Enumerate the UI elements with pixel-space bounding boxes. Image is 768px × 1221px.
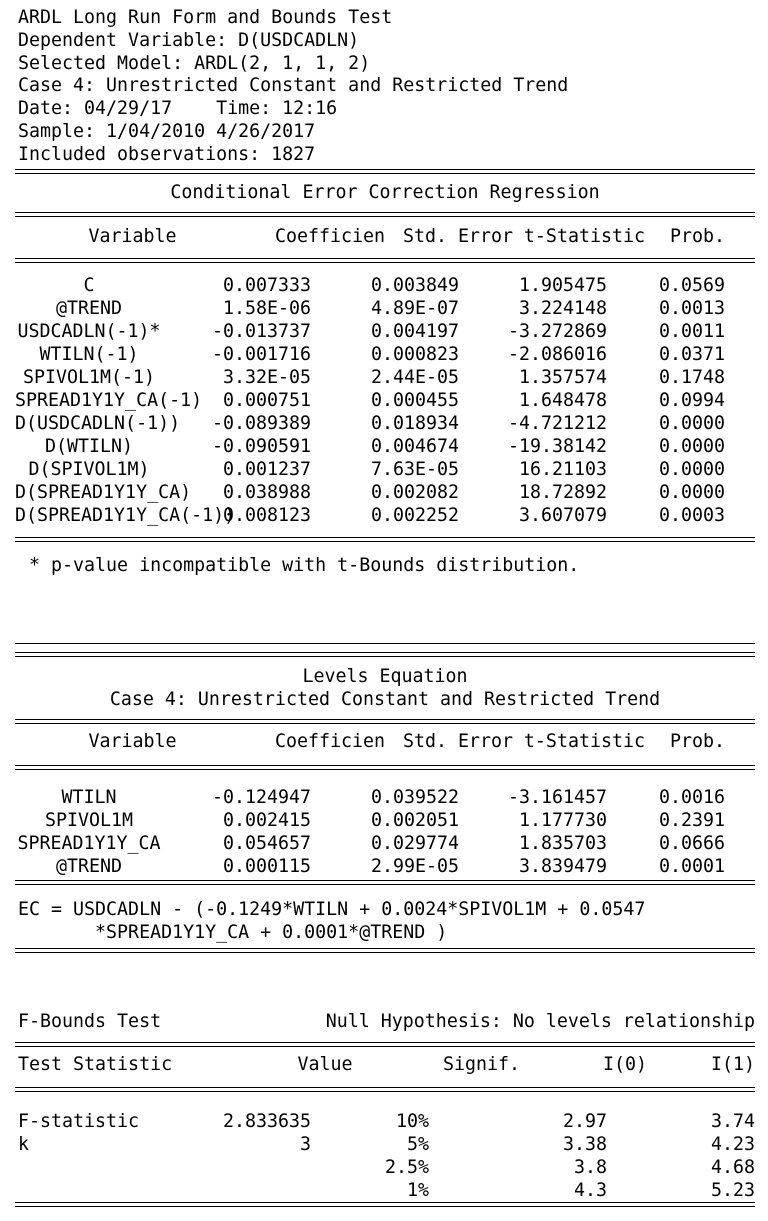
prob-cell: 0.0569 — [658, 275, 725, 297]
coefficient-cell: 0.038988 — [222, 482, 311, 504]
std-error-cell: 0.004674 — [370, 436, 459, 458]
cec-table — [15, 222, 755, 252]
variable-cell: WTILN(-1) — [39, 344, 139, 366]
value-cell — [163, 1179, 311, 1202]
std-error-cell: 0.004197 — [370, 321, 459, 343]
double-rule — [15, 169, 755, 174]
coefficient-cell: 0.000751 — [222, 390, 311, 412]
std-error-cell: 0.029774 — [370, 832, 459, 854]
prob-cell: 0.0016 — [658, 786, 725, 808]
t-statistic-cell: 18.72892 — [518, 482, 607, 504]
std-error-cell: 0.002051 — [370, 809, 459, 831]
column-header-coefficient: Coefficien — [274, 225, 385, 247]
t-statistic-cell: 3.607079 — [518, 505, 607, 527]
ec-equation-line1: EC = USDCADLN - (-0.1249*WTILN + 0.0024*SPIVOL1M + 0.0547 — [18, 898, 646, 920]
observations-line: Included observations: 1827 — [18, 143, 316, 165]
single-rule — [15, 643, 755, 644]
std-error-cell: 0.000455 — [370, 390, 459, 412]
i0-cell: 4.3 — [573, 1180, 607, 1202]
coefficient-cell: -0.090591 — [211, 436, 311, 458]
table-row — [15, 366, 755, 389]
t-statistic-cell: -19.38142 — [507, 436, 607, 458]
t-statistic-cell: 3.839479 — [518, 855, 607, 877]
i0-cell: 2.97 — [562, 1111, 607, 1133]
value-cell: 3 — [299, 1134, 311, 1156]
table-row — [15, 786, 755, 809]
table-row — [15, 435, 755, 458]
i1-cell: 3.74 — [710, 1111, 755, 1133]
variable-cell: SPIVOL1M(-1) — [22, 367, 156, 389]
cec-footnote: * p-value incompatible with t-Bounds distribution. — [18, 555, 580, 577]
i1-cell: 4.68 — [710, 1157, 755, 1179]
double-rule — [15, 719, 755, 724]
coefficient-cell: 0.002415 — [222, 809, 311, 831]
prob-cell: 0.0000 — [658, 482, 725, 504]
table-row — [15, 297, 755, 320]
signif-cell: 2.5% — [384, 1157, 429, 1179]
t-statistic-cell: 1.177730 — [518, 809, 607, 831]
levels-table-body — [15, 770, 755, 880]
column-header-std-error: Std. Error — [402, 731, 513, 753]
table-row — [15, 343, 755, 366]
header-row — [15, 728, 755, 758]
prob-cell: 0.1748 — [658, 367, 725, 389]
i0-cell: 3.8 — [573, 1157, 607, 1179]
t-statistic-cell: 3.224148 — [518, 298, 607, 320]
fbounds-table-body — [15, 1092, 755, 1202]
t-statistic-cell: 1.648478 — [518, 390, 607, 412]
value-cell — [163, 1156, 311, 1179]
report-title: ARDL Long Run Form and Bounds Test — [18, 7, 393, 28]
table-row — [15, 458, 755, 481]
prob-cell: 0.0994 — [658, 390, 725, 412]
coefficient-cell: -0.124947 — [211, 786, 311, 808]
table-row — [15, 274, 755, 297]
column-header-t-statistic: t-Statistic — [523, 225, 645, 247]
variable-cell: @TREND — [55, 855, 123, 877]
prob-cell: 0.0001 — [658, 855, 725, 877]
std-error-cell: 0.000823 — [370, 344, 459, 366]
std-error-cell: 2.99E-05 — [370, 855, 459, 877]
variable-cell: SPREAD1Y1Y_CA — [17, 832, 161, 854]
column-header-i0: I(0) — [602, 1053, 647, 1075]
fbounds-header — [15, 1011, 755, 1034]
levels-table — [15, 728, 755, 758]
i1-cell: 4.23 — [710, 1134, 755, 1156]
coefficient-cell: 0.054657 — [222, 832, 311, 854]
coefficient-cell: 0.007333 — [222, 275, 311, 297]
coefficient-cell: 0.001237 — [222, 459, 311, 481]
value-cell: 2.833635 — [222, 1111, 311, 1133]
double-rule — [15, 1042, 755, 1047]
column-header-value: Value — [297, 1053, 353, 1075]
table-row — [15, 832, 755, 855]
coefficient-cell: 3.32E-05 — [222, 367, 311, 389]
column-header-variable: Variable — [88, 731, 177, 753]
selected-model-line: Selected Model: ARDL(2, 1, 1, 2) — [18, 52, 371, 74]
table-row — [15, 1133, 755, 1156]
coefficient-cell: -0.001716 — [211, 344, 311, 366]
i1-cell: 5.23 — [710, 1180, 755, 1202]
prob-cell: 0.0666 — [658, 832, 725, 854]
variable-cell: USDCADLN(-1)* — [17, 321, 161, 343]
ec-equation-line2: *SPREAD1Y1Y_CA + 0.0001*@TREND ) — [18, 921, 448, 943]
table-row — [15, 1179, 755, 1202]
signif-cell: 10% — [395, 1111, 429, 1133]
dependent-variable-line: Dependent Variable: D(USDCADLN) — [18, 29, 360, 51]
date-time-line: Date: 04/29/17 Time: 12:16 — [18, 98, 338, 120]
prob-cell: 0.0000 — [658, 459, 725, 481]
table-row — [15, 809, 755, 832]
variable-cell: D(WTILN) — [44, 436, 134, 458]
report-sheet — [15, 0, 755, 1207]
t-statistic-cell: 1.357574 — [518, 367, 607, 389]
variable-cell: D(SPIVOL1M) — [28, 459, 150, 481]
report-header — [15, 0, 755, 167]
table-row — [15, 412, 755, 435]
std-error-cell: 0.003849 — [370, 275, 459, 297]
table-row — [15, 855, 755, 878]
variable-cell: D(USDCADLN(-1)) — [15, 413, 181, 435]
test-statistic-cell: k — [18, 1134, 30, 1156]
t-statistic-cell: -4.721212 — [507, 413, 607, 435]
header-row — [15, 1050, 755, 1080]
column-header-coefficient: Coefficien — [274, 731, 385, 753]
prob-cell: 0.0003 — [658, 505, 725, 527]
std-error-cell: 4.89E-07 — [370, 298, 459, 320]
coefficient-cell: -0.089389 — [211, 413, 311, 435]
variable-cell: D(SPREAD1Y1Y_CA) — [15, 482, 192, 504]
std-error-cell: 2.44E-05 — [370, 367, 459, 389]
case-line: Case 4: Unrestricted Constant and Restricted Trend — [18, 75, 569, 97]
column-header-std-error: Std. Error — [402, 225, 513, 247]
header-row — [15, 222, 755, 252]
prob-cell: 0.0000 — [658, 436, 725, 458]
table-row — [15, 1156, 755, 1179]
coefficient-cell: 0.008123 — [222, 505, 311, 527]
t-statistic-cell: 1.905475 — [518, 275, 607, 297]
std-error-cell: 7.63E-05 — [370, 459, 459, 481]
coefficient-cell: 0.000115 — [222, 855, 311, 877]
variable-cell: @TREND — [55, 298, 123, 320]
t-statistic-cell: -2.086016 — [507, 344, 607, 366]
variable-cell: SPREAD1Y1Y_CA(-1) — [15, 390, 203, 412]
std-error-cell: 0.039522 — [370, 786, 459, 808]
std-error-cell: 0.002082 — [370, 482, 459, 504]
levels-table-subtitle: Case 4: Unrestricted Constant and Restricted Trend — [109, 688, 661, 710]
column-header-test-statistic: Test Statistic — [18, 1053, 173, 1075]
prob-cell: 0.0013 — [658, 298, 725, 320]
variable-cell: D(SPREAD1Y1Y_CA(-1)) — [15, 505, 236, 527]
double-rule — [15, 537, 755, 542]
fbounds-table-header — [15, 1050, 755, 1080]
signif-cell: 5% — [406, 1134, 429, 1156]
column-header-prob: Prob. — [669, 225, 725, 247]
variable-cell: WTILN — [61, 786, 117, 808]
levels-table-header — [15, 728, 755, 758]
table-row — [15, 1110, 755, 1133]
test-statistic-cell — [15, 1179, 163, 1202]
variable-cell: SPIVOL1M — [44, 809, 134, 831]
test-statistic-cell — [15, 1156, 163, 1179]
cec-table-body — [15, 263, 755, 534]
t-statistic-cell: 1.835703 — [518, 832, 607, 854]
ec-equation — [15, 899, 755, 945]
double-rule — [15, 880, 755, 885]
prob-cell: 0.2391 — [658, 809, 725, 831]
t-statistic-cell: -3.272869 — [507, 321, 607, 343]
t-statistic-cell: 16.21103 — [518, 459, 607, 481]
column-header-t-statistic: t-Statistic — [523, 731, 645, 753]
fbounds-table — [15, 1050, 755, 1080]
std-error-cell: 0.002252 — [370, 505, 459, 527]
prob-cell: 0.0000 — [658, 413, 725, 435]
double-rule — [15, 652, 755, 657]
table-row — [15, 389, 755, 412]
column-header-prob: Prob. — [669, 731, 725, 753]
column-header-signif: Signif. — [442, 1053, 520, 1075]
double-rule — [15, 212, 755, 217]
variable-cell: C — [83, 275, 95, 297]
sample-line: Sample: 1/04/2010 4/26/2017 — [18, 120, 316, 142]
cec-table-header — [15, 222, 755, 252]
table-row — [15, 320, 755, 343]
double-rule — [15, 948, 755, 953]
column-header-variable: Variable — [88, 225, 177, 247]
double-rule — [15, 1202, 755, 1207]
t-statistic-cell: -3.161457 — [507, 786, 607, 808]
test-statistic-cell: F-statistic — [18, 1111, 140, 1133]
prob-cell: 0.0371 — [658, 344, 725, 366]
coefficient-cell: -0.013737 — [211, 321, 311, 343]
column-header-i1: I(1) — [710, 1053, 755, 1075]
prob-cell: 0.0011 — [658, 321, 725, 343]
coefficient-cell: 1.58E-06 — [222, 298, 311, 320]
fbounds-label: F-Bounds Test — [18, 1011, 162, 1033]
levels-table-title: Levels Equation — [302, 666, 468, 688]
table-row — [15, 481, 755, 504]
fbounds-null-hypothesis: Null Hypothesis: No levels relationship — [325, 1011, 755, 1033]
signif-cell: 1% — [406, 1180, 429, 1202]
cec-table-title: Conditional Error Correction Regression — [170, 181, 600, 203]
std-error-cell: 0.018934 — [370, 413, 459, 435]
i0-cell: 3.38 — [562, 1134, 607, 1156]
table-row — [15, 504, 755, 527]
